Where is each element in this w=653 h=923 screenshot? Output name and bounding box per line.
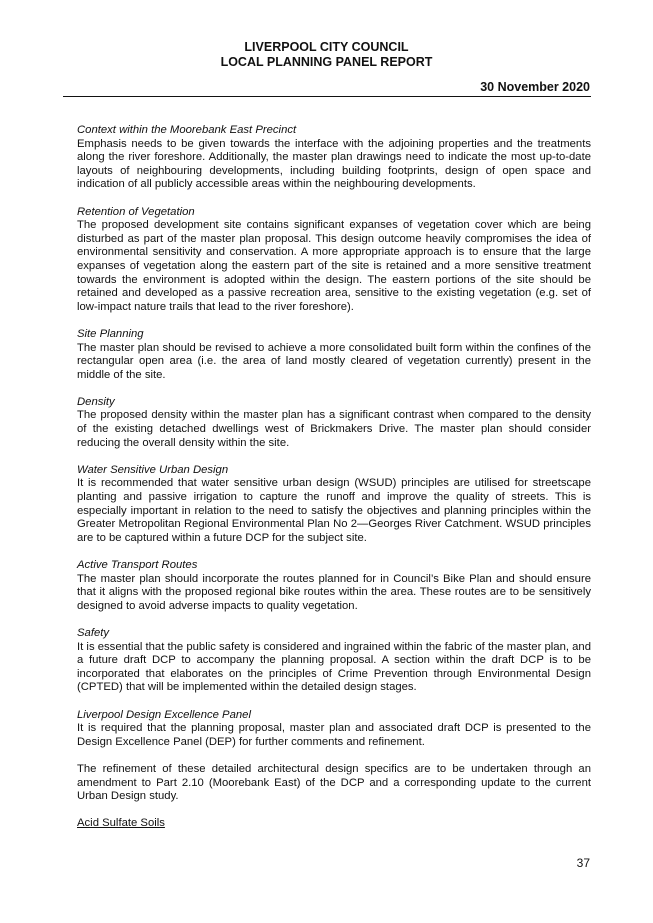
section-retention-of-vegetation xyxy=(77,206,591,315)
section-heading: Safety xyxy=(77,626,110,639)
report-header xyxy=(0,40,653,70)
section-heading: Active Transport Routes xyxy=(77,559,198,571)
section-context-moorebank-east xyxy=(77,124,591,192)
section-density xyxy=(77,396,591,450)
section-paragraph: It is required that the planning proposal, master plan and associated draft DCP is presented to the Design Excellence Panel (DEP) for further comments and refinement. xyxy=(77,722,591,748)
report-title: LOCAL PLANNING PANEL REPORT xyxy=(220,55,433,69)
section-water-sensitive-urban-design xyxy=(77,464,591,546)
section-paragraph: The proposed density within the master plan has a significant contrast when compared to the density of the existing detached dwellings west of Brickmakers Drive. The master plan should consider reducing the overall density within the site. xyxy=(77,409,591,449)
section-site-planning xyxy=(77,328,591,382)
section-paragraph: The master plan should incorporate the routes planned for in Council’s Bike Plan and should ensure that it aligns with the proposed regional bike routes within the area. These routes are to be sensitively designed to avoid adverse impacts to quality vegetation. xyxy=(77,572,591,612)
report-date: 30 November 2020 xyxy=(480,80,590,94)
section-heading: Retention of Vegetation xyxy=(77,205,195,218)
section-heading: Context within the Moorebank East Precinct xyxy=(77,124,297,136)
page-number: 37 xyxy=(576,856,590,870)
section-paragraph: It is essential that the public safety is considered and ingrained within the fabric of the master plan, and a future draft DCP to accompany the planning proposal. A section within the draft DCP is to be incorporated that elaborates on the principles of Crime Prevention through Environmental Design (CPTED) that will be implemented within the detailed design stages. xyxy=(77,640,591,694)
organization-name: LIVERPOOL CITY COUNCIL xyxy=(244,40,409,54)
closing-paragraph: The refinement of these detailed architectural design specifics are to be undertaken through an amendment to Part 2.10 (Moorebank East) of the DCP and a corresponding update to the current Urban Design study. xyxy=(77,762,591,803)
section-design-excellence-panel xyxy=(77,709,591,750)
header-divider xyxy=(63,96,591,97)
section-heading: Density xyxy=(77,395,115,408)
section-heading: Water Sensitive Urban Design xyxy=(77,463,229,476)
section-paragraph: The master plan should be revised to achieve a more consolidated built form within the confines of the rectangular open area (i.e. the area of land mostly cleared of vegetation currently) present in the middle of the site. xyxy=(77,341,591,381)
section-heading: Liverpool Design Excellence Panel xyxy=(77,708,251,721)
closing-section xyxy=(77,763,591,804)
report-body xyxy=(77,124,591,831)
section-paragraph: It is recommended that water sensitive urban design (WSUD) principles are utilised for streetscape planting and passive irrigation to capture the runoff and improve the quality of streets. This is especially important in relation to the need to satisfy the objectives and planning principles within the Greater Metropolitan Regional Environmental Plan No 2—Georges River Catchment. WSUD principles are to be captured within a future DCP for the subject site. xyxy=(77,477,591,544)
section-paragraph: The proposed development site contains significant expanses of vegetation cover which are being disturbed as part of the master plan proposal. This design outcome heavily compromises the idea of environmental sensitivity and conservation. A more appropriate approach is to ensure that the large expanses of vegetation along the eastern part of the site is retained and a more sensitive treatment towards the environment is adopted within the design. The eastern portions of the site should be retained and developed as a passive recreation area, sensitive to the existing vegetation (e.g. set of low-impact nature trails that lead to the river foreshore). xyxy=(77,219,591,313)
acid-sulfate-soils-heading: Acid Sulfate Soils xyxy=(77,817,165,830)
section-heading: Site Planning xyxy=(77,327,144,340)
section-paragraph: Emphasis needs to be given towards the interface with the adjoining properties and the treatments along the river foreshore. Additionally, the master plan drawings need to indicate the most up-to-date layouts of neighbouring developments, including building footprints, design of open space and indication of all publicly accessible areas within the neighbouring developments. xyxy=(77,137,591,191)
section-safety xyxy=(77,627,591,695)
section-active-transport-routes xyxy=(77,559,591,613)
